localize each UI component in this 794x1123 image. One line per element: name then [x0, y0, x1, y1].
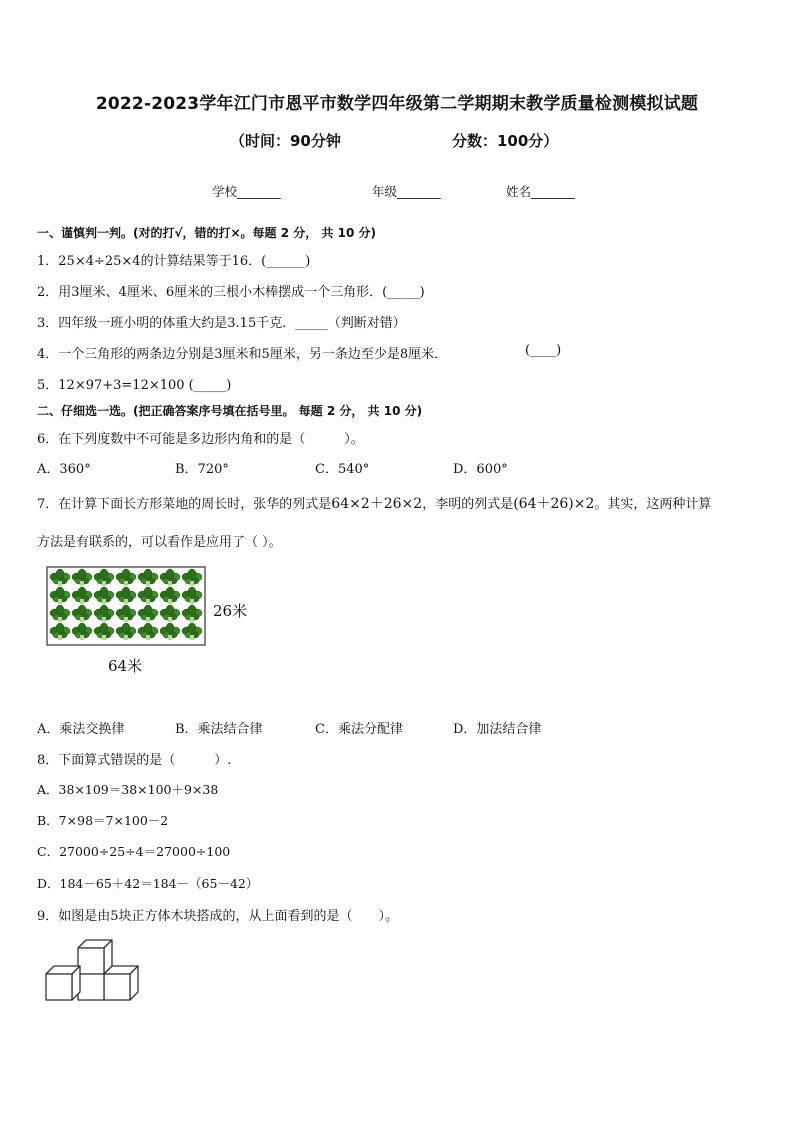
question-4-blank: (____)	[525, 343, 562, 358]
figure-width-label: 64米	[108, 657, 143, 675]
cube-stack-figure	[42, 936, 142, 1008]
q6-option-d: D．600°	[453, 462, 508, 477]
figure-height-label: 26米	[213, 602, 248, 620]
question-1: 1．25×4÷25×4的计算结果等于16．(______)	[37, 254, 311, 269]
q7-formula-1: 64×2＋26×2	[331, 496, 423, 512]
exam-title: 2022-2023学年江门市恩平市数学四年级第二学期期末教学质量检测模拟试题	[95, 94, 699, 114]
name-field: 姓名_______	[506, 184, 575, 199]
question-9: 9．如图是由5块正方体木块搭成的，从上面看到的是（ ）。	[37, 909, 399, 924]
question-7-line1	[37, 493, 711, 513]
question-7-line2: 方法是有联系的，可以看作是应用了（ ）。	[37, 535, 282, 550]
section1-heading: 一、谨慎判一判。(对的打√，错的打×。每题 2 分， 共 10 分)	[37, 226, 376, 240]
q7-stem-part3: 。其实，这两种计算	[594, 497, 712, 512]
question-8: 8．下面算式错误的是（ ）.	[37, 753, 232, 768]
question-5: 5．12×97+3=12×100 (_____)	[37, 378, 232, 393]
q7-option-c: C．乘法分配律	[315, 722, 403, 737]
q7-stem-part2: ，李明的列式是	[422, 497, 514, 512]
q7-stem-part1: 7．在计算下面长方形菜地的周长时，张华的列式是	[37, 497, 332, 512]
exam-score: 分数：100分）	[452, 132, 559, 150]
q6-option-b: B．720°	[175, 462, 229, 477]
section2-heading: 二、仔细选一选。(把正确答案序号填在括号里。 每题 2 分， 共 10 分)	[37, 404, 423, 418]
school-field: 学校_______	[212, 184, 281, 199]
q7-option-a: A．乘法交换律	[37, 722, 125, 737]
q7-formula-2: (64＋26)×2	[513, 496, 595, 512]
q6-option-a: A．360°	[37, 462, 91, 477]
grade-field: 年级_______	[372, 184, 441, 199]
question-2: 2．用3厘米、4厘米、6厘米的三根小木棒摆成一个三角形．(_____)	[37, 285, 425, 300]
q7-option-b: B．乘法结合律	[175, 722, 263, 737]
q8-option-c: C．27000÷25÷4＝27000÷100	[37, 844, 231, 859]
exam-time: （时间：90分钟	[230, 132, 341, 150]
q8-option-d: D．184－65＋42＝184－（65－42）	[37, 876, 259, 891]
vegetable-field-figure	[46, 566, 206, 646]
q8-option-a: A．38×109＝38×100＋9×38	[37, 782, 219, 797]
q6-option-c: C．540°	[315, 462, 370, 477]
question-4: 4．一个三角形的两条边分别是3厘米和5厘米，另一条边至少是8厘米．	[37, 347, 448, 362]
q8-option-b: B．7×98＝7×100－2	[37, 813, 169, 828]
question-6: 6．在下列度数中不可能是多边形内角和的是（ ）。	[37, 432, 364, 447]
question-3: 3．四年级一班小明的体重大约是3.15千克．_____（判断对错）	[37, 316, 406, 331]
q7-option-d: D．加法结合律	[453, 722, 542, 737]
